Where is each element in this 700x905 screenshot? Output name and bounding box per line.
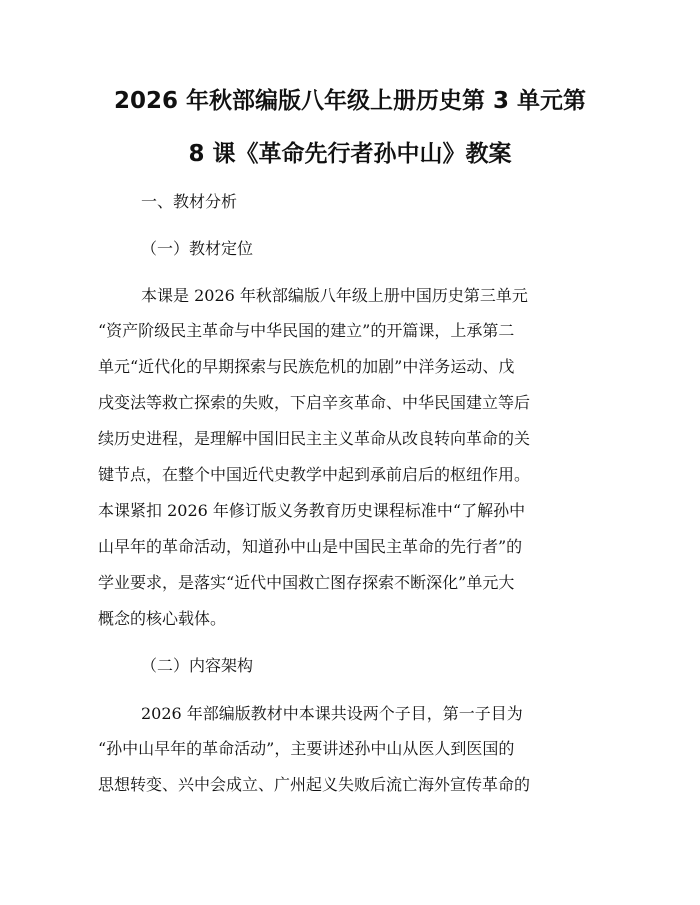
paragraph-line: “孙中山早年的革命活动”，主要讲述孙中山从医人到医国的 bbox=[98, 739, 515, 758]
paragraph-line: 山早年的革命活动，知道孙中山是中国民主革命的先行者”的 bbox=[98, 537, 523, 556]
paragraph-line: 续历史进程，是理解中国旧民主主义革命从改良转向革命的关 bbox=[98, 429, 531, 448]
paragraph-line: 键节点，在整个中国近代史教学中起到承前启后的枢纽作用。 bbox=[98, 465, 531, 484]
subsection-heading-positioning: （一）教材定位 bbox=[141, 239, 254, 258]
paragraph-line: 戌变法等救亡探索的失败，下启辛亥革命、中华民国建立等后 bbox=[98, 393, 531, 412]
paragraph-line: 思想转变、兴中会成立、广州起义失败后流亡海外宣传革命的 bbox=[98, 775, 531, 794]
paragraph-line: 概念的核心载体。 bbox=[98, 609, 227, 628]
document-title-line-2: 8 课《革命先行者孙中山》教案 bbox=[188, 141, 512, 167]
section-heading-textbook-analysis: 一、教材分析 bbox=[141, 192, 238, 211]
paragraph-line: 本课紧扣 2026 年修订版义务教育历史课程标准中“了解孙中 bbox=[98, 501, 526, 520]
paragraph-line: 本课是 2026 年秋部编版八年级上册中国历史第三单元 bbox=[141, 286, 528, 305]
subsection-heading-structure: （二）内容架构 bbox=[141, 656, 254, 675]
paragraph-line: 2026 年部编版教材中本课共设两个子目，第一子目为 bbox=[141, 704, 523, 723]
paragraph-line: “资产阶级民主革命与中华民国的建立”的开篇课，上承第二 bbox=[98, 321, 515, 340]
paragraph-line: 学业要求，是落实“近代中国救亡图存探索不断深化”单元大 bbox=[98, 573, 515, 592]
document-title-line-1: 2026 年秋部编版八年级上册历史第 3 单元第 bbox=[113, 88, 587, 114]
paragraph-line: 单元“近代化的早期探索与民族危机的加剧”中洋务运动、戊 bbox=[98, 357, 515, 376]
